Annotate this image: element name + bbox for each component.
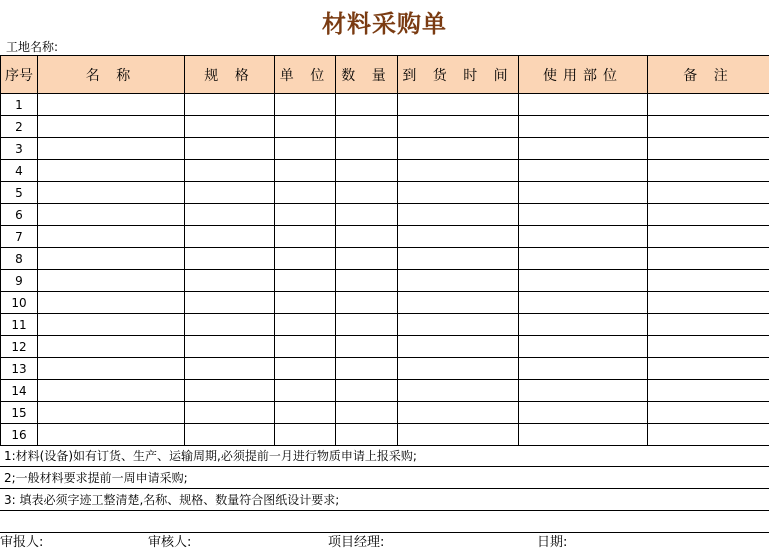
- row-index-cell: 14: [1, 380, 38, 402]
- table-cell[interactable]: [398, 380, 519, 402]
- table-cell[interactable]: [336, 314, 398, 336]
- row-index-cell: 5: [1, 182, 38, 204]
- table-cell[interactable]: [648, 226, 769, 248]
- table-row: [1, 270, 769, 292]
- table-cell[interactable]: [648, 336, 769, 358]
- table-cell[interactable]: [336, 138, 398, 160]
- table-cell[interactable]: [185, 116, 275, 138]
- header-remarks: 备 注: [648, 56, 769, 94]
- table-row: [1, 94, 769, 116]
- table-row: [1, 424, 769, 446]
- table-cell[interactable]: [648, 116, 769, 138]
- table-cell[interactable]: [38, 226, 185, 248]
- row-index-cell: 8: [1, 248, 38, 270]
- table-cell[interactable]: [519, 94, 648, 116]
- table-row: [1, 116, 769, 138]
- purchase-table: [0, 55, 769, 446]
- row-index-cell: 1: [1, 94, 38, 116]
- row-index-cell: 2: [1, 116, 38, 138]
- table-row: [1, 336, 769, 358]
- row-index-cell: 13: [1, 358, 38, 380]
- table-cell[interactable]: [38, 248, 185, 270]
- table-row: [1, 358, 769, 380]
- table-row: [1, 380, 769, 402]
- table-cell[interactable]: [398, 424, 519, 446]
- table-cell[interactable]: [648, 270, 769, 292]
- table-cell[interactable]: [519, 138, 648, 160]
- table-cell[interactable]: [336, 402, 398, 424]
- table-cell[interactable]: [519, 160, 648, 182]
- table-cell[interactable]: [38, 160, 185, 182]
- table-cell[interactable]: [185, 292, 275, 314]
- table-cell[interactable]: [398, 336, 519, 358]
- table-cell[interactable]: [185, 138, 275, 160]
- table-cell[interactable]: [38, 402, 185, 424]
- header-spec: 规 格: [185, 56, 275, 94]
- table-cell[interactable]: [519, 226, 648, 248]
- table-cell[interactable]: [38, 182, 185, 204]
- table-cell[interactable]: [185, 226, 275, 248]
- table-body: [1, 94, 769, 446]
- table-cell[interactable]: [519, 380, 648, 402]
- table-cell[interactable]: [648, 248, 769, 270]
- table-cell[interactable]: [336, 248, 398, 270]
- header-index: 序号: [1, 56, 38, 94]
- table-cell[interactable]: [275, 116, 336, 138]
- blank-row: [0, 511, 769, 533]
- table-cell[interactable]: [648, 160, 769, 182]
- table-cell[interactable]: [38, 138, 185, 160]
- table-cell[interactable]: [648, 358, 769, 380]
- row-index-cell: 16: [1, 424, 38, 446]
- table-row: [1, 160, 769, 182]
- table-cell[interactable]: [38, 204, 185, 226]
- row-index-cell: 6: [1, 204, 38, 226]
- note-3: 3: 填表必须字迹工整清楚,名称、规格、数量符合图纸设计要求;: [0, 489, 769, 511]
- table-cell[interactable]: [185, 314, 275, 336]
- table-cell[interactable]: [38, 94, 185, 116]
- table-cell[interactable]: [398, 116, 519, 138]
- row-index-cell: 15: [1, 402, 38, 424]
- row-index-cell: 12: [1, 336, 38, 358]
- row-index-cell: 11: [1, 314, 38, 336]
- table-cell[interactable]: [398, 182, 519, 204]
- table-cell[interactable]: [185, 380, 275, 402]
- table-cell[interactable]: [38, 358, 185, 380]
- table-cell[interactable]: [648, 204, 769, 226]
- row-index-cell: 3: [1, 138, 38, 160]
- table-row: [1, 226, 769, 248]
- table-cell[interactable]: [336, 358, 398, 380]
- table-cell[interactable]: [185, 270, 275, 292]
- header-quantity: 数 量: [336, 56, 398, 94]
- row-index-cell: 10: [1, 292, 38, 314]
- table-cell[interactable]: [519, 314, 648, 336]
- table-row: [1, 248, 769, 270]
- table-cell[interactable]: [336, 94, 398, 116]
- table-cell[interactable]: [519, 402, 648, 424]
- table-cell[interactable]: [336, 204, 398, 226]
- table-cell[interactable]: [275, 424, 336, 446]
- table-cell[interactable]: [38, 116, 185, 138]
- table-cell[interactable]: [275, 248, 336, 270]
- table-cell[interactable]: [275, 138, 336, 160]
- row-index-cell: 4: [1, 160, 38, 182]
- table-cell[interactable]: [519, 270, 648, 292]
- header-usage-location: 使用部位: [519, 56, 648, 94]
- table-cell[interactable]: [185, 248, 275, 270]
- table-cell[interactable]: [648, 380, 769, 402]
- notes-section: [0, 445, 769, 533]
- table-cell[interactable]: [38, 380, 185, 402]
- table-cell[interactable]: [336, 226, 398, 248]
- table-cell[interactable]: [38, 270, 185, 292]
- table-cell[interactable]: [648, 424, 769, 446]
- table-cell[interactable]: [275, 314, 336, 336]
- table-cell[interactable]: [519, 204, 648, 226]
- table-header-row: [1, 56, 769, 94]
- row-index-cell: 7: [1, 226, 38, 248]
- table-cell[interactable]: [185, 424, 275, 446]
- table-cell[interactable]: [185, 358, 275, 380]
- table-cell[interactable]: [185, 160, 275, 182]
- table-cell[interactable]: [336, 424, 398, 446]
- site-name-label: 工地名称:: [6, 40, 59, 54]
- table-cell[interactable]: [519, 292, 648, 314]
- table-cell[interactable]: [336, 116, 398, 138]
- table-cell[interactable]: [336, 160, 398, 182]
- table-cell[interactable]: [185, 182, 275, 204]
- table-cell[interactable]: [519, 358, 648, 380]
- table-cell[interactable]: [275, 402, 336, 424]
- note-1: 1:材料(设备)如有订货、生产、运输周期,必须提前一月进行物质申请上报采购;: [0, 445, 769, 467]
- table-cell[interactable]: [648, 94, 769, 116]
- table-cell[interactable]: [398, 160, 519, 182]
- table-cell[interactable]: [398, 226, 519, 248]
- page-title: 材料采购单: [322, 9, 447, 38]
- table-cell[interactable]: [398, 292, 519, 314]
- table-cell[interactable]: [275, 204, 336, 226]
- table-cell[interactable]: [275, 182, 336, 204]
- table-row: [1, 314, 769, 336]
- table-cell[interactable]: [185, 94, 275, 116]
- table-cell[interactable]: [648, 182, 769, 204]
- table-row: [1, 182, 769, 204]
- table-cell[interactable]: [38, 424, 185, 446]
- table-cell[interactable]: [519, 116, 648, 138]
- table-row: [1, 204, 769, 226]
- table-cell[interactable]: [275, 94, 336, 116]
- table-cell[interactable]: [519, 182, 648, 204]
- table-cell[interactable]: [38, 292, 185, 314]
- table-cell[interactable]: [398, 248, 519, 270]
- table-cell[interactable]: [275, 226, 336, 248]
- table-cell[interactable]: [275, 336, 336, 358]
- table-cell[interactable]: [519, 424, 648, 446]
- table-cell[interactable]: [275, 292, 336, 314]
- table-cell[interactable]: [185, 336, 275, 358]
- table-cell[interactable]: [275, 358, 336, 380]
- table-cell[interactable]: [648, 402, 769, 424]
- table-cell[interactable]: [398, 314, 519, 336]
- table-cell[interactable]: [398, 358, 519, 380]
- table-row: [1, 138, 769, 160]
- note-2: 2;一般材料要求提前一周申请采购;: [0, 467, 769, 489]
- table-cell[interactable]: [519, 336, 648, 358]
- table-cell[interactable]: [336, 292, 398, 314]
- date-label: 日期:: [537, 535, 568, 550]
- table-cell[interactable]: [275, 380, 336, 402]
- table-cell[interactable]: [185, 402, 275, 424]
- table-cell[interactable]: [336, 336, 398, 358]
- header-unit: 单 位: [275, 56, 336, 94]
- table-cell[interactable]: [336, 182, 398, 204]
- table-row: [1, 292, 769, 314]
- table-cell[interactable]: [398, 204, 519, 226]
- table-cell[interactable]: [519, 248, 648, 270]
- table-cell[interactable]: [336, 270, 398, 292]
- table-cell[interactable]: [648, 138, 769, 160]
- table-cell[interactable]: [275, 160, 336, 182]
- row-index-cell: 9: [1, 270, 38, 292]
- table-cell[interactable]: [275, 270, 336, 292]
- reviewer-label: 审核人:: [148, 535, 192, 550]
- table-cell[interactable]: [398, 94, 519, 116]
- table-cell[interactable]: [185, 204, 275, 226]
- table-cell[interactable]: [398, 270, 519, 292]
- table-cell[interactable]: [38, 314, 185, 336]
- table-cell[interactable]: [648, 292, 769, 314]
- header-name: 名 称: [38, 56, 185, 94]
- table-cell[interactable]: [38, 336, 185, 358]
- project-manager-label: 项目经理:: [328, 535, 385, 550]
- table-cell[interactable]: [336, 380, 398, 402]
- table-cell[interactable]: [648, 314, 769, 336]
- table-cell[interactable]: [398, 138, 519, 160]
- header-arrival-time: 到 货 时 间: [398, 56, 519, 94]
- table-cell[interactable]: [398, 402, 519, 424]
- reporter-label: 审报人:: [0, 535, 44, 550]
- table-row: [1, 402, 769, 424]
